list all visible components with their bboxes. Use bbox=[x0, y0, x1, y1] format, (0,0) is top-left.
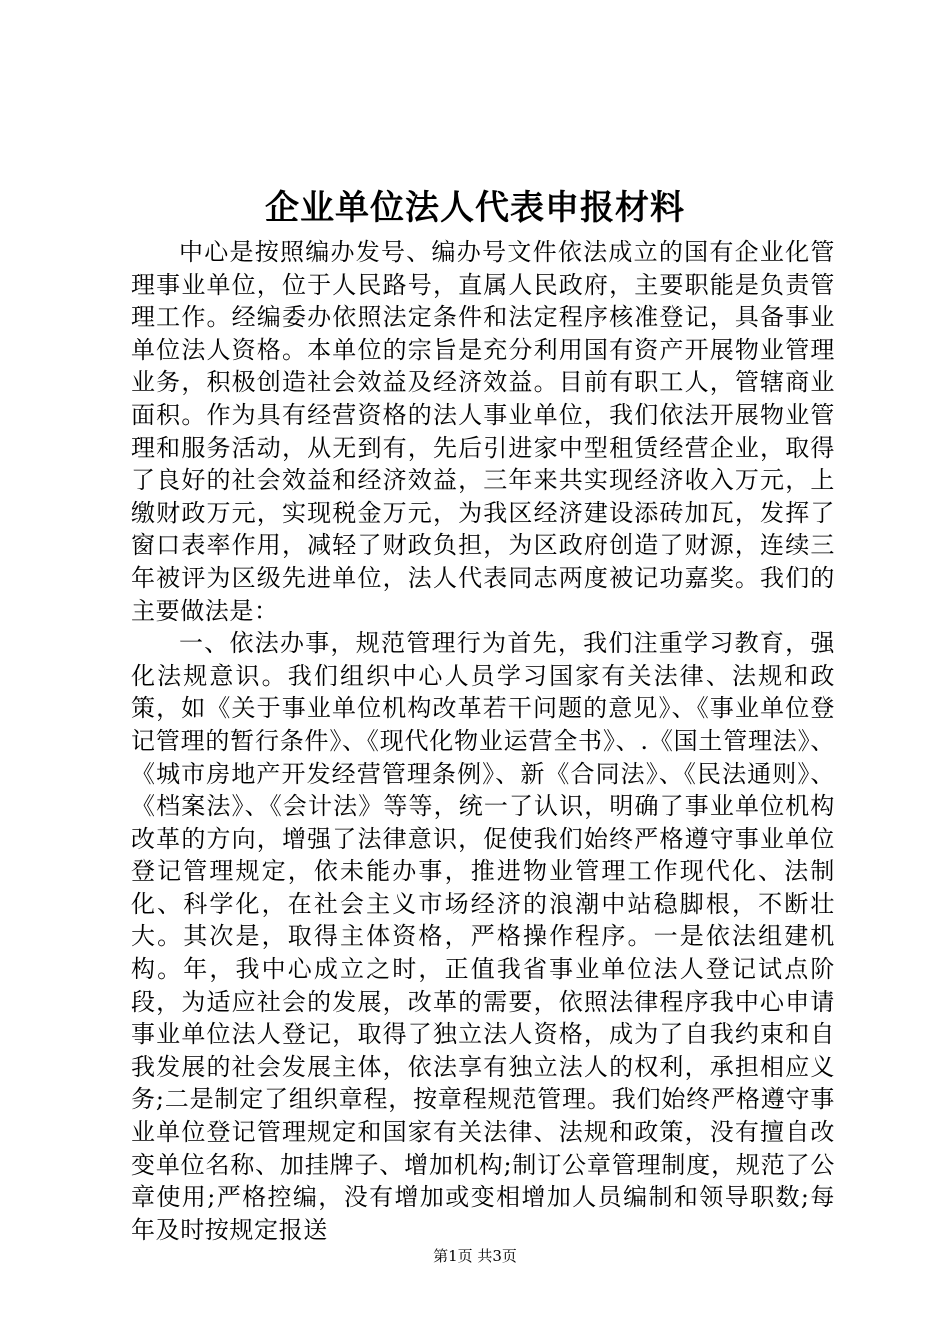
paragraph-intro: 中心是按照编办发号、编办号文件依法成立的国有企业化管理事业单位，位于人民路号，直属人民政府，主要职能是负责管理工作。经编委办依照法定条件和法定程序核准登记，具备事业单位法人资格。本单位的宗旨是充分利用国有资产开展物业管理业务，积极创造社会效益及经济效益。目前有职工人，管辖商业面积。作为具有经营资格的法人事业单位，我们依法开展物业管理和服务活动，从无到有，先后引进家中型租赁经营企业，取得了良好的社会效益和经济效益，三年来共实现经济收入万元，上缴财政万元，实现税金万元，为我区经济建设添砖加瓦，发挥了窗口表率作用，减轻了财政负担，为区政府创造了财源，连续三年被评为区级先进单位，法人代表同志两度被记功嘉奖。我们的主要做法是： bbox=[131, 238, 835, 625]
document-body bbox=[131, 236, 835, 1246]
page-number-footer: 第1页 共3页 bbox=[433, 1247, 517, 1265]
paragraph-section-one: 一、依法办事，规范管理行为首先，我们注重学习教育，强化法规意识。我们组织中心人员学习国家有关法律、法规和政策，如《关于事业单位机构改革若干问题的意见》、《事业单位登记管理的暂行条件》、《现代化物业运营全书》、.《国土管理法》、《城市房地产开发经营管理条例》、新《合同法》、《民法通则》、《档案法》、《会计法》等等，统一了认识，明确了事业单位机构改革的方向，增强了法律意识，促使我们始终严格遵守事业单位登记管理规定，依未能办事，推进物业管理工作现代化、法制化、科学化，在社会主义市场经济的浪潮中站稳脚根，不断壮大。其次是，取得主体资格，严格操作程序。一是依法组建机构。年，我中心成立之时，正值我省事业单位法人登记试点阶段，为适应社会的发展，改革的需要，依照法律程序我中心申请事业单位法人登记，取得了独立法人资格，成为了自我约束和自我发展的社会发展主体，依法享有独立法人的权利，承担相应义务;二是制定了组织章程，按章程规范管理。我们始终严格遵守事业单位登记管理规定和国家有关法律、法规和政策，没有擅自改变单位名称、加挂牌子、增加机构;制订公章管理制度，规范了公章使用;严格控编，没有增加或变相增加人员编制和领导职数;每年及时按规定报送 bbox=[131, 629, 835, 1244]
document-title: 企业单位法人代表申报材料 bbox=[265, 188, 685, 228]
